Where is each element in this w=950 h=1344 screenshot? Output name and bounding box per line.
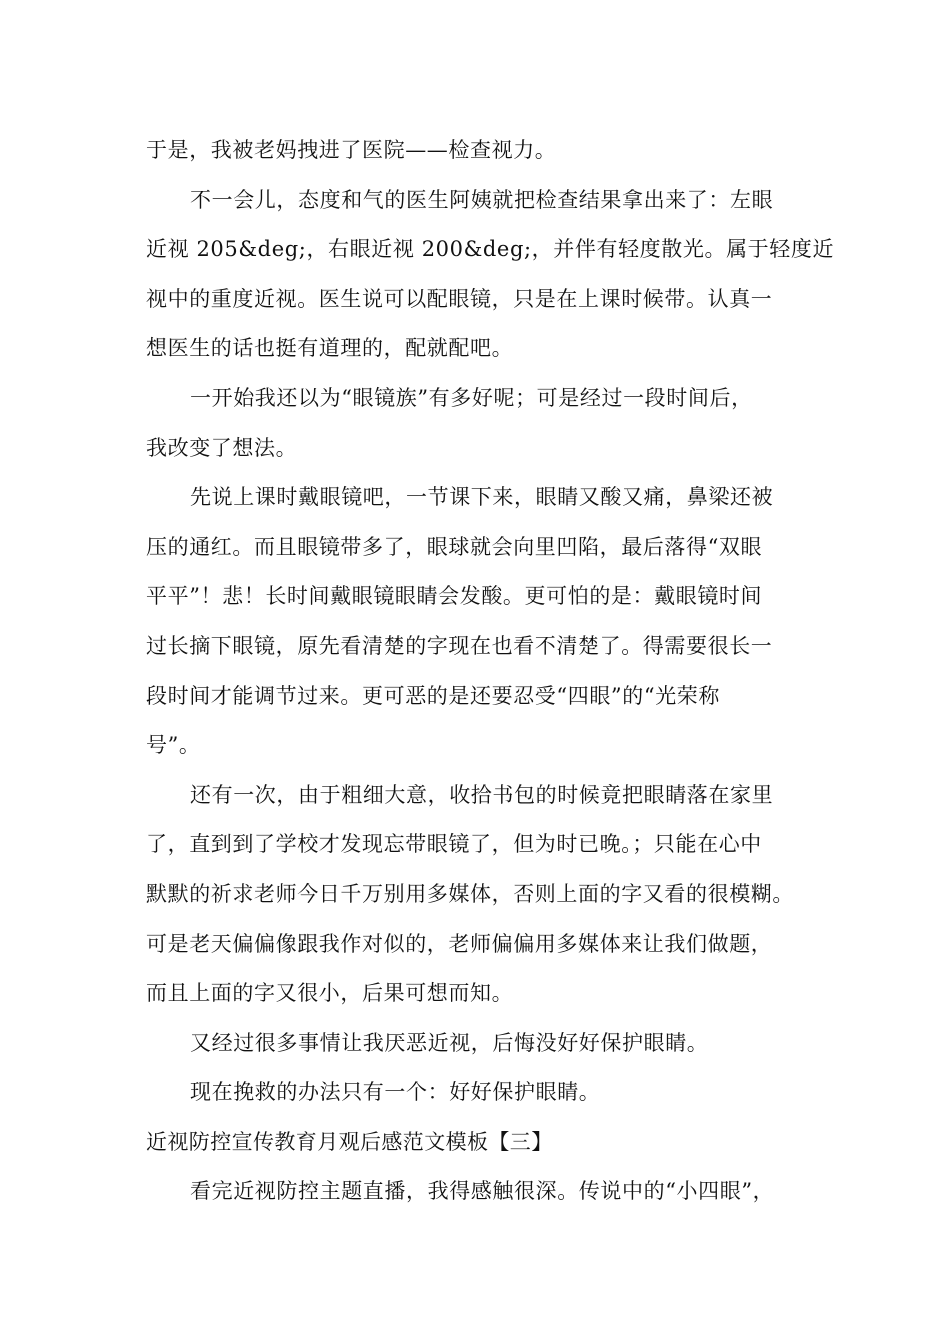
- text-line: 又经过很多事情让我厌恶近视，后悔没好好保护眼睛。: [190, 1030, 709, 1055]
- text-line: 号”。: [146, 733, 201, 758]
- document-body: [146, 126, 836, 1217]
- text-line: 而且上面的字又很小，后果可想而知。: [146, 981, 514, 1006]
- text-line: 视中的重度近视。医生说可以配眼镜，只是在上课时候带。认真一: [146, 286, 773, 311]
- text-line: 看完近视防控主题直播，我得感触很深。传说中的“小四眼”，: [190, 1179, 775, 1204]
- text-line: 可是老天偏偏像跟我作对似的，老师偏偏用多媒体来让我们做题，: [146, 931, 773, 956]
- text-line: 了，直到到了学校才发现忘带眼镜了，但为时已晚。；只能在心中: [146, 832, 762, 857]
- text-line: 我改变了想法。: [146, 435, 298, 460]
- text-line: 近视 205&deg;，右眼近视 200&deg;，并伴有轻度散光。属于轻度近: [146, 237, 835, 262]
- section-heading: 近视防控宣传教育月观后感范文模板【三】: [146, 1129, 553, 1154]
- text-line: 还有一次，由于粗细大意，收拾书包的时候竟把眼睛落在家里: [190, 782, 774, 807]
- text-line: 压的通红。而且眼镜带多了，眼球就会向里凹陷，最后落得“双眼: [146, 534, 763, 559]
- text-line: 现在挽救的办法只有一个：好好保护眼睛。: [190, 1080, 601, 1105]
- text-line: 一开始我还以为“眼镜族”有多好呢；可是经过一段时间后，: [190, 385, 753, 410]
- text-line: 过长摘下眼镜，原先看清楚的字现在也看不清楚了。得需要很长一: [146, 633, 773, 658]
- text-line: 段时间才能调节过来。更可恶的是还要忍受“四眼”的“光荣称: [146, 683, 721, 708]
- text-line: 先说上课时戴眼镜吧，一节课下来，眼睛又酸又痛，鼻梁还被: [190, 485, 774, 510]
- text-line: 平平”！悲！长时间戴眼镜眼睛会发酸。更可怕的是：戴眼镜时间: [146, 584, 763, 609]
- text-line: 不一会儿，态度和气的医生阿姨就把检查结果拿出来了：左眼: [190, 187, 774, 212]
- text-line: 默默的祈求老师今日千万别用多媒体，否则上面的字又看的很模糊。: [146, 881, 794, 906]
- text-line: 于是，我被老妈拽进了医院——检查视力。: [146, 138, 557, 162]
- text-line: 想医生的话也挺有道理的，配就配吧。: [146, 336, 514, 361]
